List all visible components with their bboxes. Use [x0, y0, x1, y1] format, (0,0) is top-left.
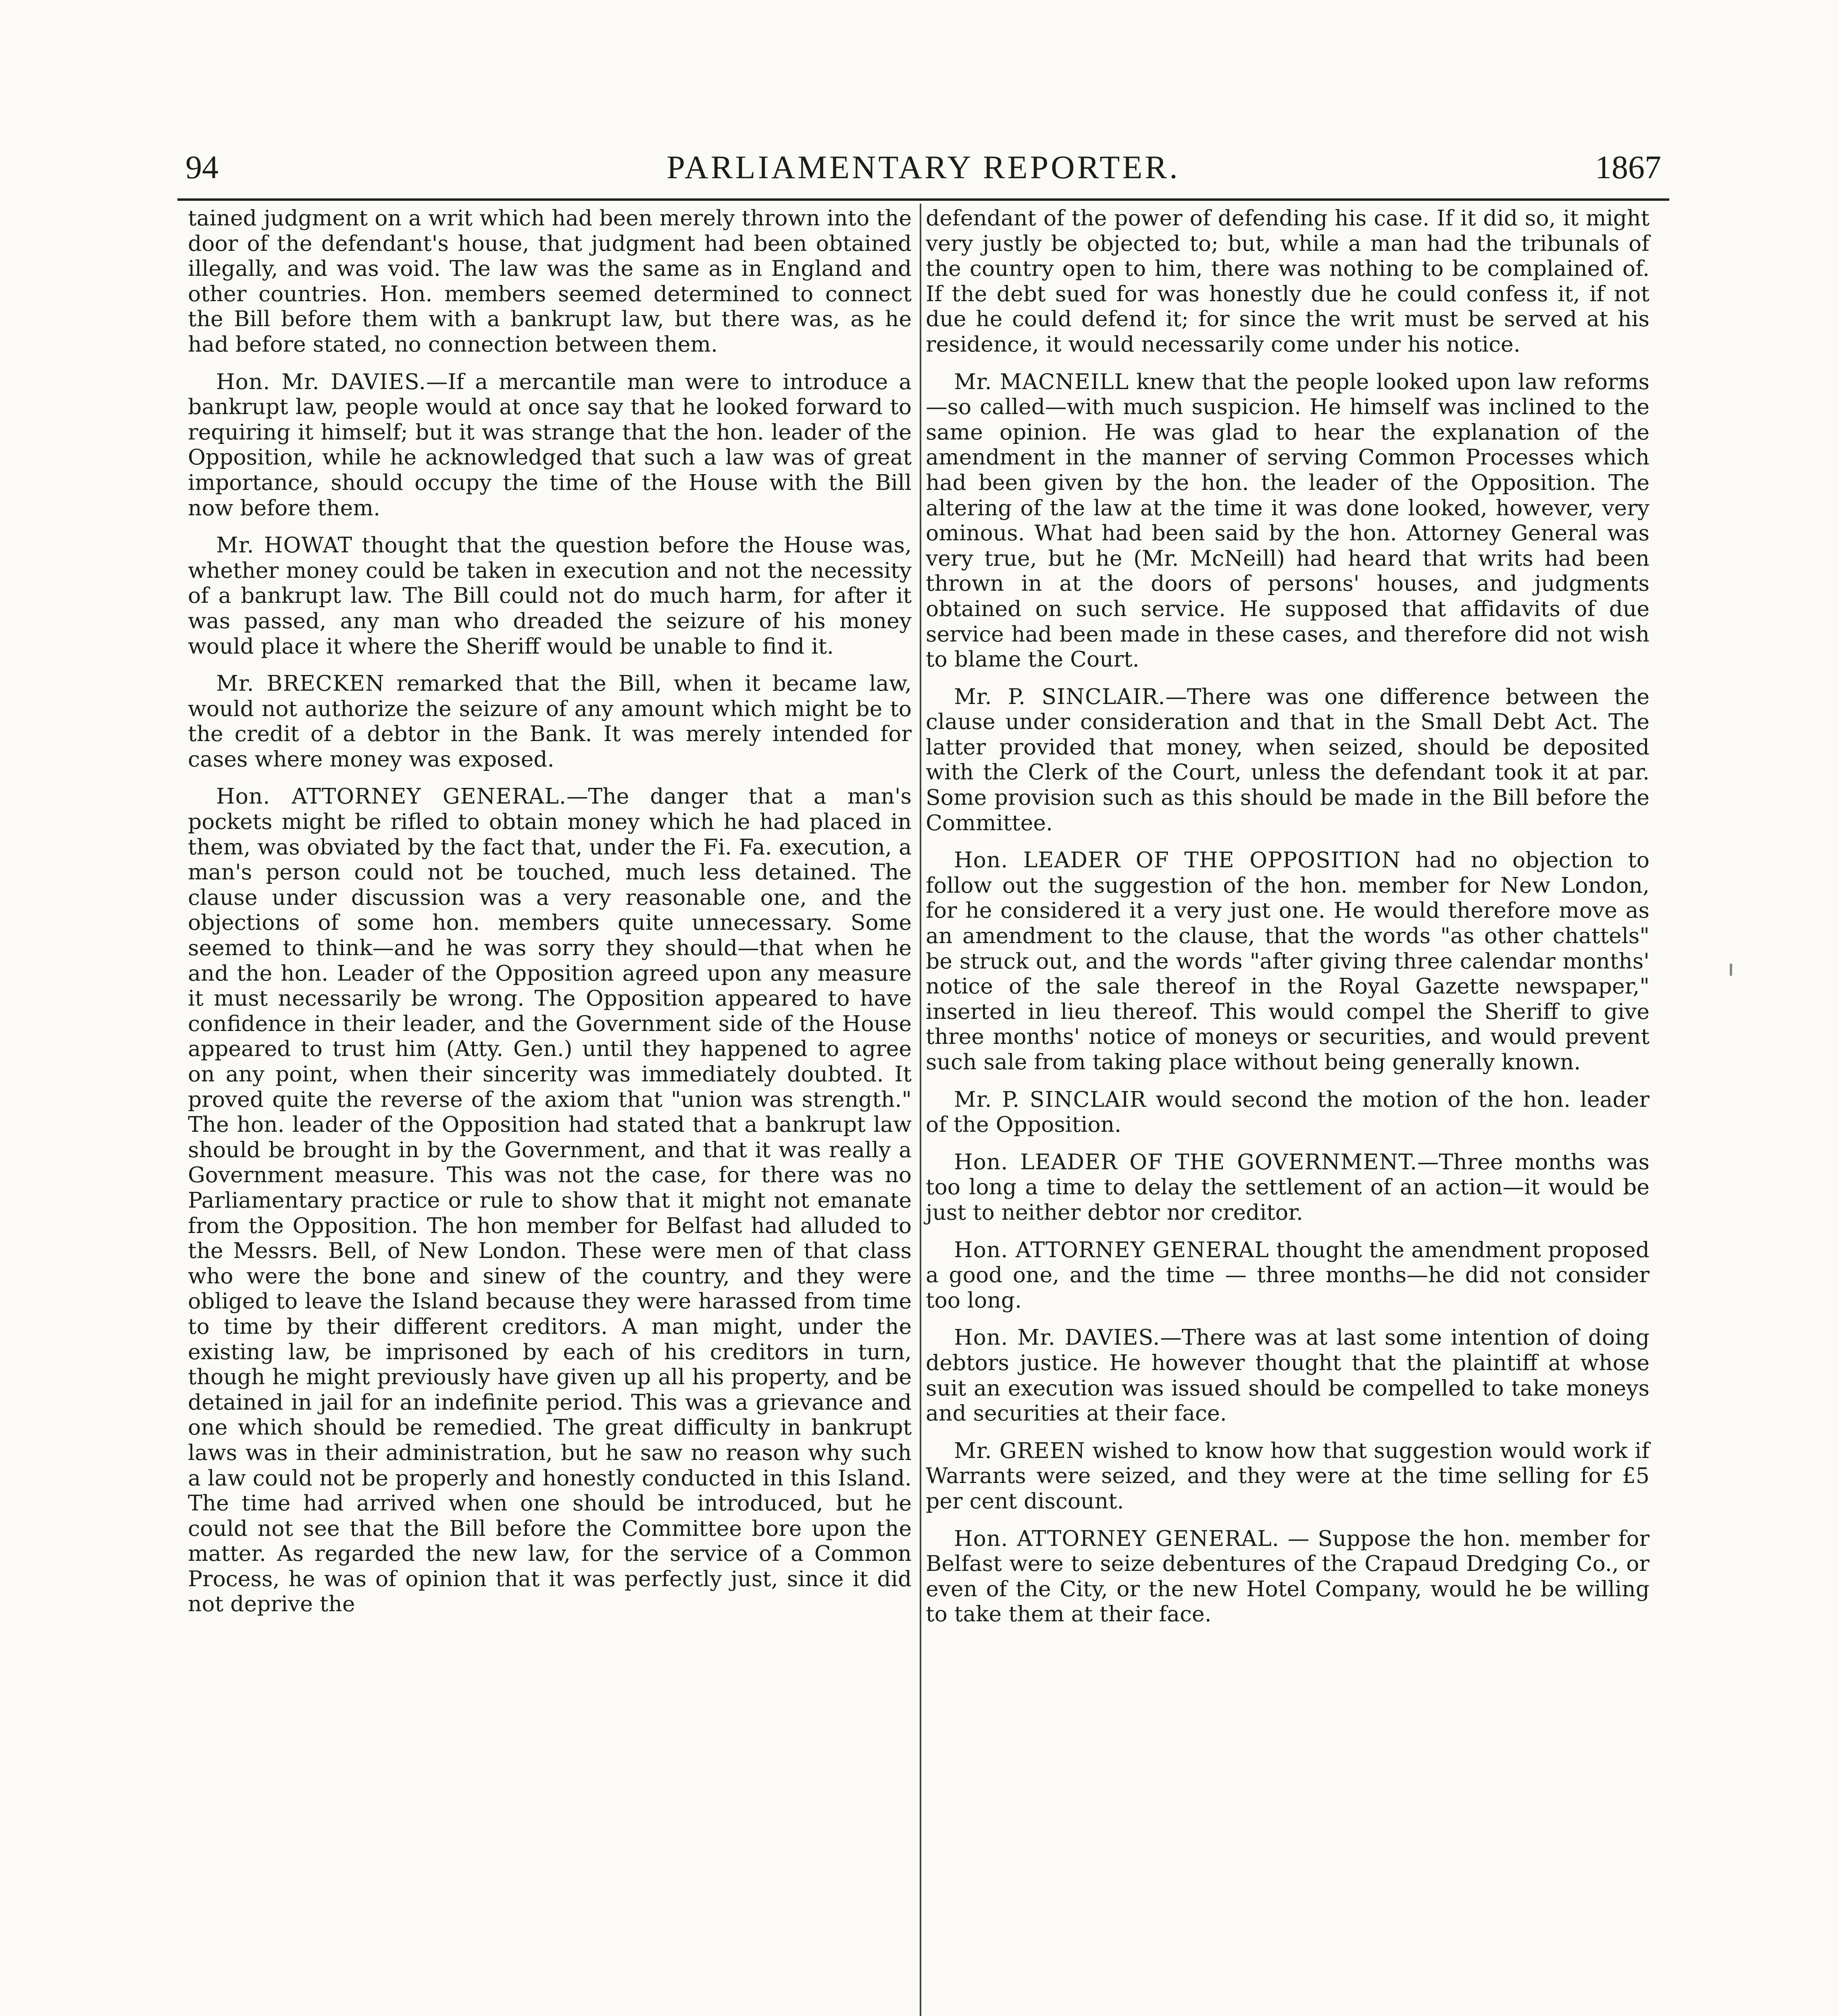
- paragraph-text: knew that the people looked upon law reforms—so called—with much suspicion. He himself was inclined to the same opinion. He was glad to hear the explanation of the amendment in the manner of serving Common Processes which had been given by the hon. the leader of the Opposition. The altering of the law at the time it was done looked, however, very ominous. What had been said by the hon. Attorney General was very true, but he (Mr. McNeill) had heard that writs had been thrown in at the doors of persons' houses, and judgments obtained on such service. He supposed that affidavits of due service had been made in these cases, and therefore did not wish to blame the Court.: [926, 369, 1649, 672]
- paragraph-text: —There was one difference between the clause under consideration and that in the Small Debt Act. The latter provided that money, when seized, should be deposited with the Clerk of the Court, unless the defendant took it at par. Some provision such as this should be made in the Bill before the Committee.: [926, 683, 1649, 835]
- paragraph: [926, 206, 1649, 357]
- paragraph: [926, 684, 1649, 836]
- speaker-name: Mr. P. SINCLAIR: [954, 1086, 1146, 1112]
- paragraph-text: —If a mercantile man were to introduce a bankrupt law, people would at once say that he looked forward to requiring it himself; but it was strange that the hon. leader of the Opposition, while he acknowledged that such a law was of great importance, should occupy the time of the House with the Bill now before them.: [188, 369, 912, 521]
- speaker-name: Mr. P. SINCLAIR.: [954, 683, 1166, 709]
- publication-title: PARLIAMENTARY REPORTER.: [666, 149, 1180, 185]
- paragraph: [926, 1325, 1649, 1426]
- publication-year: 1867: [1595, 149, 1661, 185]
- page-number: 94: [185, 149, 219, 185]
- paragraph: [926, 1438, 1649, 1514]
- speaker-name: Hon. ATTORNEY GENERAL: [954, 1237, 1269, 1262]
- paragraph: [926, 1087, 1649, 1137]
- speaker-name: Mr. HOWAT: [216, 532, 353, 558]
- speaker-name: Hon. Mr. DAVIES.: [216, 369, 426, 394]
- paragraph: [188, 671, 912, 772]
- paragraph-text: had no objection to follow out the suggestion of the hon. member for New London, for he considered it a very just one. He would therefore move as an amendment to the clause, that the words "as other chattels" be struck out, and the words "after giving three calendar months' notice of the sale thereof in the Royal Gazette newspaper," inserted in lieu thereof. This would compel the Sheriff to give three months' notice of moneys or securities, and would prevent such sale from taking place without being generally known.: [926, 847, 1649, 1075]
- speaker-name: Mr. GREEN: [954, 1437, 1085, 1463]
- speaker-name: Hon. ATTORNEY GENERAL.: [216, 783, 566, 809]
- speaker-name: Hon. LEADER OF THE GOVERNMENT.: [954, 1149, 1418, 1175]
- paragraph: [188, 784, 912, 1617]
- paragraph-text: wished to know how that suggestion would work if Warrants were seized, and they were at the time selling for £5 per cent discount.: [926, 1437, 1650, 1514]
- margin-mark: [1730, 964, 1732, 976]
- speaker-name: Hon. Mr. DAVIES.: [954, 1325, 1160, 1350]
- column-divider: [920, 204, 921, 2016]
- paragraph-text: thought the amendment proposed a good one, and the time — three months—he did not consider too long.: [926, 1237, 1649, 1313]
- speaker-name: Mr. MACNEILL: [954, 369, 1129, 394]
- speaker-name: Hon. ATTORNEY GENERAL.: [954, 1525, 1279, 1551]
- speaker-name: Hon. LEADER OF THE OPPOSITION: [954, 847, 1401, 873]
- paragraph-text: tained judgment on a writ which had been merely thrown into the door of the defendant's house, that judgment had been obtained illegally, and was void. The law was the same as in England and other countries. Hon. members seemed determined to connect the Bill before them with a bankrupt law, but there was, as he had before stated, no connection between them.: [188, 205, 912, 357]
- paragraph: [926, 848, 1649, 1075]
- paragraph: [926, 369, 1649, 672]
- paragraph-text: defendant of the power of defending his case. If it did so, it might very justly be objected to; but, while a man had the tribunals of the country open to him, there was nothing to be complained of. If the debt sued for was honestly due he could confess it, if not due he could defend it; for since the writ must be served at his residence, it would necessarily come under his notice.: [926, 205, 1649, 357]
- paragraph-text: remarked that the Bill, when it became law, would not authorize the seizure of any amount which might be to the credit of a debtor in the Bank. It was merely intended for cases where money was exposed.: [188, 671, 912, 772]
- paragraph-text: —There was at last some intention of doing debtors justice. He however thought that the plaintiff at whose suit an execution was issued should be compelled to take moneys and securities at their face.: [926, 1325, 1649, 1426]
- paragraph: [926, 1526, 1649, 1627]
- header-rule: [177, 198, 1669, 201]
- speaker-name: Mr. BRECKEN: [216, 671, 385, 696]
- left-column: [188, 206, 912, 1629]
- paragraph: [926, 1150, 1649, 1225]
- paragraph: [926, 1237, 1649, 1313]
- paragraph: [188, 533, 912, 659]
- paragraph: [188, 369, 912, 521]
- paragraph-text: —The danger that a man's pockets might be rifled to obtain money which he had placed in them, was obviated by the fact that, under the Fi. Fa. execution, a man's person could not be touched, much less detained. The clause under discussion was a very reasonable one, and the objections of some hon. members quite unnecessary. Some seemed to think—and he was sorry they should—that when he and the hon. Leader of the Opposition agreed upon any measure it must necessarily be wrong. The Opposition appeared to have confidence in their leader, and the Government side of the House appeared to trust him (Atty. Gen.) until they happened to agree on any point, when their sincerity was immediately doubted. It proved quite the reverse of the axiom that "union was strength." The hon. leader of the Opposition had stated that a bankrupt law should be brought in by the Government, and that it was really a Government measure. This was not the case, for there was no Parliamentary practice or rule to show that it might not emanate from the Opposition. The hon member for Belfast had alluded to the Messrs. Bell, of New London. These were men of that class who were the bone and sinew of the country, and they were obliged to leave the Island because they were harassed from time to time by their different creditors. A man might, under the existing law, be imprisoned by each of his creditors in turn, though he might previously have given up all his property, and be detained in jail for an indefinite period. This was a grievance and one which should be remedied. The great difficulty in bankrupt laws was in their administration, but he saw no reason why such a law could not be properly and honestly conducted in this Island. The time had arrived when one should be introduced, but he could not see that the Bill before the Committee bore upon the matter. As regarded the new law, for the service of a Common Process, he was of opinion that it was perfectly just, since it did not deprive the: [188, 783, 912, 1617]
- paragraph: [188, 206, 912, 357]
- paragraph-text: thought that the question before the House was, whether money could be taken in execution and not the necessity of a bankrupt law. The Bill could not do much harm, for after it was passed, any man who dreaded the seizure of his money would place it where the Sheriff would be unable to find it.: [188, 532, 912, 659]
- right-column: [926, 206, 1649, 1639]
- paragraph-text: — Suppose the hon. member for Belfast were to seize debentures of the Crapaud Dredging Co., or even of the City, or the new Hotel Company, would he be willing to take them at their face.: [926, 1525, 1649, 1627]
- paragraph-text: would second the motion of the hon. leader of the Opposition.: [926, 1086, 1649, 1137]
- paragraph-text: —Three months was too long a time to delay the settlement of an action—it would be just to neither debtor nor creditor.: [926, 1149, 1649, 1225]
- page-header: [177, 145, 1669, 194]
